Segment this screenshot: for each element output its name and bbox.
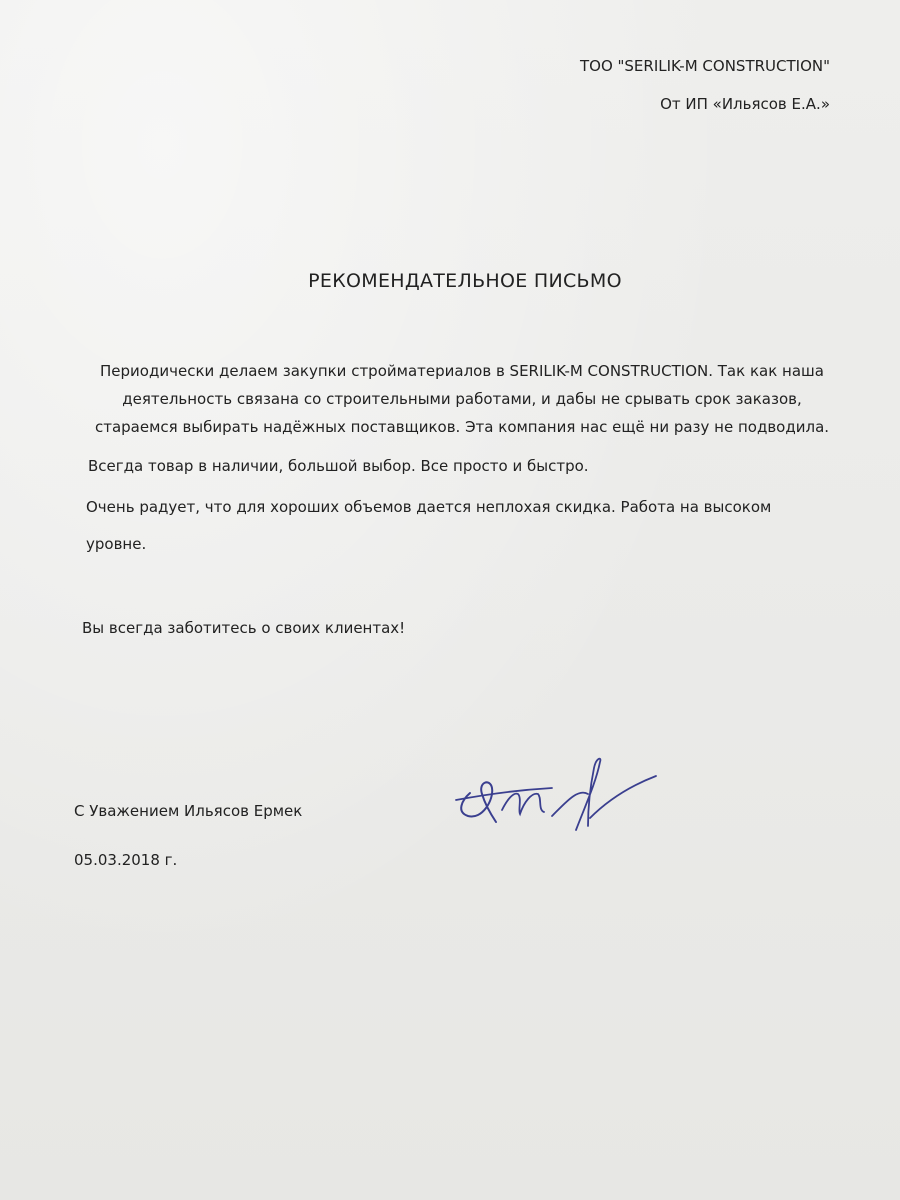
paragraph-1-line-3: стараемся выбирать надёжных поставщиков. Эта компания нас ещё ни разу не подводила. bbox=[94, 418, 830, 436]
letter-date: 05.03.2018 г. bbox=[74, 851, 178, 869]
regards-line: С Уважением Ильясов Ермек bbox=[74, 802, 303, 820]
recipient-line: ТОО "SERILIK-M CONSTRUCTION" bbox=[579, 57, 830, 75]
paragraph-3-line-1: Очень радует, что для хороших объемов дается неплохая скидка. Работа на высоком bbox=[86, 498, 772, 516]
paragraph-3-line-2: уровне. bbox=[86, 535, 147, 553]
paragraph-2: Всегда товар в наличии, большой выбор. Все просто и быстро. bbox=[88, 457, 589, 475]
paragraph-1-line-1: Периодически делаем закупки стройматериалов в SERILIK-M CONSTRUCTION. Так как наша bbox=[100, 362, 824, 380]
sender-line: От ИП «Ильясов Е.А.» bbox=[660, 95, 830, 113]
paragraph-1-line-2: деятельность связана со строительными работами, и дабы не срывать срок заказов, bbox=[122, 390, 802, 408]
paragraph-1 bbox=[62, 357, 862, 441]
letter-header bbox=[580, 56, 830, 114]
handwritten-signature bbox=[448, 748, 668, 838]
letter-title: РЕКОМЕНДАТЕЛЬНОЕ ПИСЬМО bbox=[308, 270, 622, 292]
closing-line: Вы всегда заботитесь о своих клиентах! bbox=[82, 619, 406, 637]
